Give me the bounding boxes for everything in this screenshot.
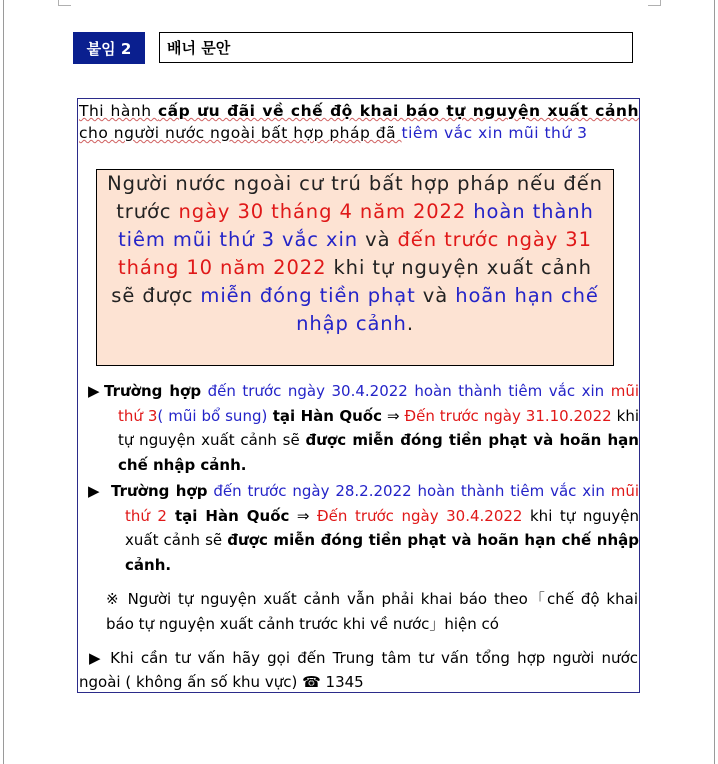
- intro-text-3: cho người nước ngoài bất hợp pháp đã: [79, 124, 402, 142]
- bullet1-lead: Trường hợp: [104, 382, 202, 400]
- bullet-marker-icon: ▶: [88, 382, 100, 400]
- bullet-item-1: [88, 379, 639, 477]
- intro-paragraph: [79, 100, 639, 144]
- contact-text: Khi cần tư vấn hãy gọi đến Trung tâm tư vấn tổng hợp người nước ngoài ( không ấn số khu vực): [79, 649, 638, 691]
- bullet2-date: đến trước ngày 28.2.2022 hoàn thành tiêm vắc xin: [207, 482, 605, 500]
- page-edge-left: [3, 0, 4, 764]
- bullet-marker-icon: ▶: [89, 649, 103, 667]
- contact-paragraph: [79, 646, 638, 694]
- highlight-date-1: ngày 30 tháng 4 năm 2022: [178, 200, 467, 223]
- highlight-text-8: và: [415, 284, 456, 307]
- attachment-tag: 붙임 2: [73, 32, 145, 64]
- highlight-text-1: Người nước ngoài cư trú bất hợp pháp nếu đến trước: [107, 172, 603, 223]
- bullet1-benefit: được miễn đóng tiền phạt và hoãn hạn chế nhập cảnh.: [118, 431, 639, 474]
- bullet2-deadline: Đến trước ngày 30.4.2022: [317, 506, 523, 525]
- arrow-icon: ⇒: [381, 406, 405, 425]
- bullet1-date: đến trước ngày 30.4.2022 hoàn thành tiêm vắc xin: [201, 382, 605, 400]
- highlight-text-3: hoàn thành tiêm mũi thứ 3 vắc xin: [118, 200, 594, 251]
- bullet2-text: khi tự nguyện xuất cảnh sẽ: [125, 506, 639, 549]
- highlight-text-10: .: [406, 312, 414, 335]
- page-corner-mark-right: [648, 0, 661, 6]
- bullet2-benefit: được miễn đóng tiền phạt và hoãn hạn chế nhập cảnh.: [125, 531, 639, 574]
- bullet-marker-icon: ▶: [88, 482, 100, 500]
- bullet1-dose: mũi thứ 3: [118, 382, 639, 425]
- highlight-box: [96, 169, 614, 366]
- bullet2-place: tại Hàn Quốc: [166, 506, 290, 525]
- note-text: Người tự nguyện xuất cảnh vẫn phải khai báo theo「chế độ khai báo tự nguyện xuất cảnh trước khi về nước」hiện có: [106, 590, 638, 633]
- bullet1-place: tại Hàn Quốc: [267, 406, 382, 425]
- bullet1-text: khi tự nguyện xuất cảnh sẽ: [118, 406, 639, 449]
- phone-number: 1345: [320, 673, 364, 691]
- highlight-benefit-1: miễn đóng tiền phạt: [200, 284, 416, 307]
- note-paragraph: [106, 587, 638, 637]
- intro-text-2: cấp ưu đãi về chế độ khai báo tự nguyện xuất cảnh: [157, 102, 639, 120]
- reference-mark-icon: ※: [106, 590, 121, 608]
- highlight-benefit-2: hoãn hạn chế nhập cảnh: [296, 284, 599, 335]
- phone-icon: ☎: [302, 673, 321, 691]
- page-corner-mark-left: [58, 0, 71, 6]
- bullet2-lead: Trường hợp: [111, 482, 208, 500]
- highlight-text-4: và: [358, 228, 398, 251]
- document-title: 배너 문안: [159, 32, 633, 63]
- bullet-item-2: [88, 479, 639, 577]
- intro-text-1: Thi hành: [79, 102, 158, 120]
- arrow-icon: ⇒: [289, 506, 318, 525]
- bullet2-dose: mũi thứ 2: [125, 482, 639, 525]
- bullet1-note: ( mũi bổ sung): [157, 406, 268, 425]
- highlight-date-2: đến trước ngày 31 tháng 10 năm 2022: [118, 228, 592, 279]
- page-edge-right: [714, 0, 715, 764]
- highlight-text-6: khi tự nguyện xuất cảnh sẽ được: [111, 256, 592, 307]
- bullet1-deadline: Đến trước ngày 31.10.2022: [404, 406, 612, 425]
- intro-text-4: tiêm vắc xin mũi thứ 3: [401, 124, 588, 142]
